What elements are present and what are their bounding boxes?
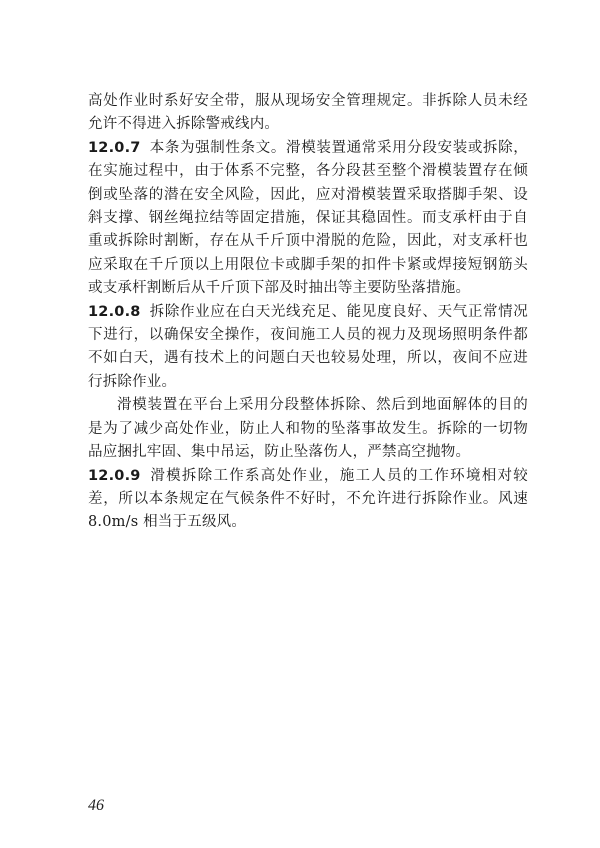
- clause-12-0-9: [88, 465, 528, 535]
- clause-number: 12.0.8: [88, 303, 141, 320]
- body-text: [88, 90, 528, 535]
- paragraph-continuation: [88, 90, 528, 137]
- clause-12-0-8: [88, 301, 528, 395]
- paragraph-indented: [88, 394, 528, 464]
- paragraph-text: 高处作业时系好安全带，服从现场安全管理规定。非拆除人员未经允许不得进入拆除警戒线内。: [88, 93, 528, 133]
- paragraph-text: 滑模装置在平台上采用分段整体拆除、然后到地面解体的目的是为了减少高处作业，防止人和物的坠落事故发生。拆除的一切物品应捆扎牢固、集中吊运，防止坠落伤人，严禁高空抛物。: [88, 397, 528, 461]
- page-number: 46: [88, 797, 104, 814]
- paragraph-text: 滑模拆除工作系高处作业，施工人员的工作环境相对较差，所以本条规定在气候条件不好时，不允许进行拆除作业。风速 8.0m/s 相当于五级风。: [88, 467, 528, 531]
- paragraph-text: 拆除作业应在白天光线充足、能见度良好、天气正常情况下进行，以确保安全操作，夜间施工人员的视力及现场照明条件都不如白天，遇有技术上的问题白天也较易处理，所以，夜间不应进行拆除作业。: [88, 303, 528, 390]
- clause-12-0-7: [88, 137, 528, 301]
- clause-number: 12.0.9: [88, 467, 141, 484]
- paragraph-text: 本条为强制性条文。滑模装置通常采用分段安装或拆除，在实施过程中，由于体系不完整，各分段甚至整个滑模装置存在倾倒或坠落的潜在安全风险，因此，应对滑模装置采取搭脚手架、设斜支撑、钢丝绳拉结等固定措施，保证其稳固性。而支承杆由于自重或拆除时割断，存在从千斤顶中滑脱的危险，因此，对支承杆也应采取在千斤顶以上用限位卡或脚手架的扣件卡紧或焊接短钢筋头或支承杆割断后从千斤顶下部及时抽出等主要防坠落措施。: [88, 139, 528, 297]
- clause-number: 12.0.7: [88, 139, 141, 156]
